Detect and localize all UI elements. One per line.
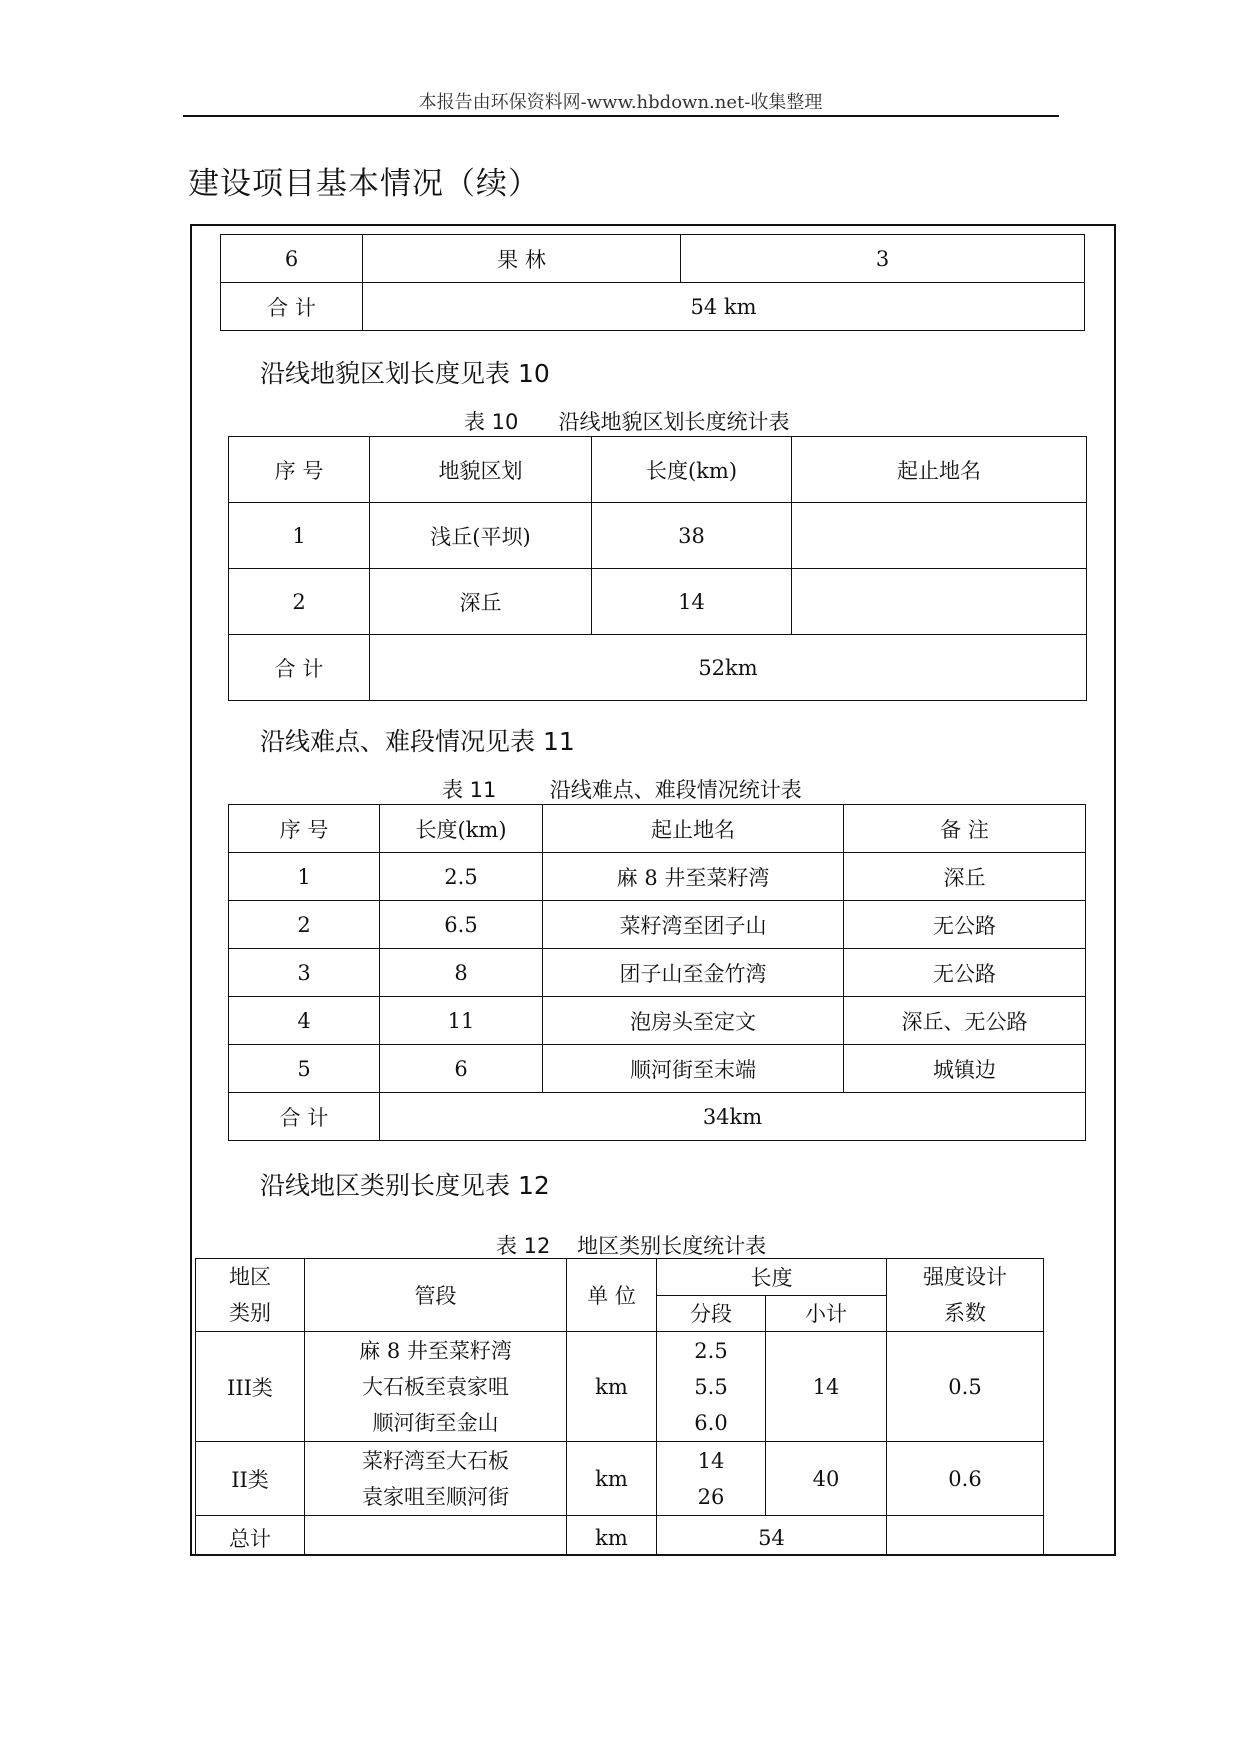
length-line: 26 [697, 1484, 725, 1509]
header-rule [183, 115, 1059, 117]
segment-line: 麻 8 井至菜籽湾 [359, 1338, 512, 1363]
table-header-row [229, 805, 1086, 853]
segment-line: 袁家咀至顺河街 [362, 1484, 509, 1509]
column-header: 备 注 [844, 805, 1086, 853]
table-title-10: 表 10 沿线地貌区划长度统计表 [464, 410, 790, 434]
table-cell: 团子山至金竹湾 [543, 949, 844, 997]
table-11 [228, 804, 1086, 1141]
header-line: 系数 [944, 1301, 986, 1325]
table-cell: 14 [592, 569, 792, 635]
table-cell: 深丘、无公路 [844, 997, 1086, 1045]
table-cell: 2 [229, 901, 380, 949]
table-total-row [196, 1516, 1044, 1557]
total-value: 54 [657, 1516, 887, 1557]
column-header: 序 号 [229, 805, 380, 853]
lengths-cell [657, 1442, 766, 1516]
table-cell: 麻 8 井至菜籽湾 [543, 853, 844, 901]
column-header-segment: 管段 [305, 1259, 567, 1332]
table-cell: 城镇边 [844, 1045, 1086, 1093]
factor-cell: 0.5 [887, 1332, 1044, 1442]
column-header-category [196, 1259, 305, 1332]
unit-cell: km [567, 1332, 657, 1442]
segments-cell [305, 1332, 567, 1442]
table-header-row [229, 437, 1087, 503]
total-value: 54 km [363, 283, 1085, 331]
table-header-row [196, 1259, 1044, 1296]
table-cell: 8 [380, 949, 543, 997]
table-cell: 2 [229, 569, 370, 635]
category-cell: II类 [196, 1442, 305, 1516]
header-line: 类别 [229, 1301, 271, 1325]
total-label: 合 计 [229, 635, 370, 701]
table-cell: 3 [229, 949, 380, 997]
length-line: 2.5 [694, 1338, 728, 1363]
column-header: 长度(km) [380, 805, 543, 853]
total-label: 合 计 [221, 283, 363, 331]
page-title: 建设项目基本情况（续） [188, 166, 540, 202]
page-header-source: 本报告由环保资料网-www.hbdown.net-收集整理 [418, 92, 823, 113]
table-row [229, 1045, 1086, 1093]
table-cell [792, 503, 1087, 569]
table-total-row [221, 283, 1085, 331]
table-row [229, 853, 1086, 901]
total-label: 合 计 [229, 1093, 380, 1141]
table-cell: 2.5 [380, 853, 543, 901]
table-cell: 6 [380, 1045, 543, 1093]
header-line: 地区 [229, 1265, 271, 1289]
column-header-unit: 单 位 [567, 1259, 657, 1332]
table-cell: 38 [592, 503, 792, 569]
table-cell: 果 林 [363, 235, 681, 283]
table-row [229, 949, 1086, 997]
category-cell: III类 [196, 1332, 305, 1442]
length-line: 6.0 [694, 1410, 728, 1435]
unit-cell: km [567, 1516, 657, 1557]
table-cell: 菜籽湾至团子山 [543, 901, 844, 949]
factor-cell: 0.6 [887, 1442, 1044, 1516]
column-header: 起止地名 [543, 805, 844, 853]
unit-cell: km [567, 1442, 657, 1516]
total-label: 总计 [196, 1516, 305, 1557]
table-cell [305, 1516, 567, 1557]
table-row [229, 997, 1086, 1045]
table-previous-continuation [220, 234, 1085, 331]
content-frame [190, 224, 1116, 1556]
table-cell: 5 [229, 1045, 380, 1093]
table-row [229, 569, 1087, 635]
column-header: 起止地名 [792, 437, 1087, 503]
table-row [196, 1442, 1044, 1516]
column-header-subtotal: 小计 [766, 1295, 887, 1332]
segment-line: 菜籽湾至大石板 [362, 1448, 509, 1473]
table-row [221, 235, 1085, 283]
segment-line: 大石板至袁家咀 [362, 1374, 509, 1399]
segment-line: 顺河街至金山 [372, 1410, 499, 1435]
table-cell: 11 [380, 997, 543, 1045]
table-cell: 4 [229, 997, 380, 1045]
section-heading-12: 沿线地区类别长度见表 12 [260, 1171, 550, 1200]
column-header: 地貌区划 [370, 437, 592, 503]
header-line: 强度设计 [923, 1265, 1007, 1289]
table-cell: 浅丘(平坝) [370, 503, 592, 569]
column-header-factor [887, 1259, 1044, 1332]
table-cell: 深丘 [844, 853, 1086, 901]
lengths-cell [657, 1332, 766, 1442]
table-cell: 6.5 [380, 901, 543, 949]
table-row [229, 503, 1087, 569]
table-10 [228, 436, 1087, 701]
table-title-12: 表 12 地区类别长度统计表 [496, 1234, 767, 1258]
table-row [229, 901, 1086, 949]
length-line: 14 [697, 1448, 725, 1473]
column-header: 序 号 [229, 437, 370, 503]
table-cell [792, 569, 1087, 635]
total-value: 52km [370, 635, 1087, 701]
table-cell: 无公路 [844, 901, 1086, 949]
table-cell: 1 [229, 853, 380, 901]
section-heading-11: 沿线难点、难段情况见表 11 [260, 727, 575, 756]
table-total-row [229, 1093, 1086, 1141]
table-cell: 6 [221, 235, 363, 283]
table-cell: 深丘 [370, 569, 592, 635]
total-value: 34km [380, 1093, 1086, 1141]
table-cell: 无公路 [844, 949, 1086, 997]
column-header: 长度(km) [592, 437, 792, 503]
table-title-11: 表 11 沿线难点、难段情况统计表 [442, 778, 802, 802]
section-heading-10: 沿线地貌区划长度见表 10 [260, 359, 550, 388]
table-cell: 3 [681, 235, 1085, 283]
table-row [196, 1332, 1044, 1442]
segments-cell [305, 1442, 567, 1516]
column-header-length: 长度 [657, 1259, 887, 1296]
table-total-row [229, 635, 1087, 701]
table-cell [887, 1516, 1044, 1557]
table-cell: 1 [229, 503, 370, 569]
length-line: 5.5 [694, 1374, 728, 1399]
column-header-sub-segment: 分段 [657, 1295, 766, 1332]
table-cell: 顺河街至末端 [543, 1045, 844, 1093]
table-12 [195, 1258, 1044, 1556]
table-cell: 泡房头至定文 [543, 997, 844, 1045]
subtotal-cell: 14 [766, 1332, 887, 1442]
subtotal-cell: 40 [766, 1442, 887, 1516]
